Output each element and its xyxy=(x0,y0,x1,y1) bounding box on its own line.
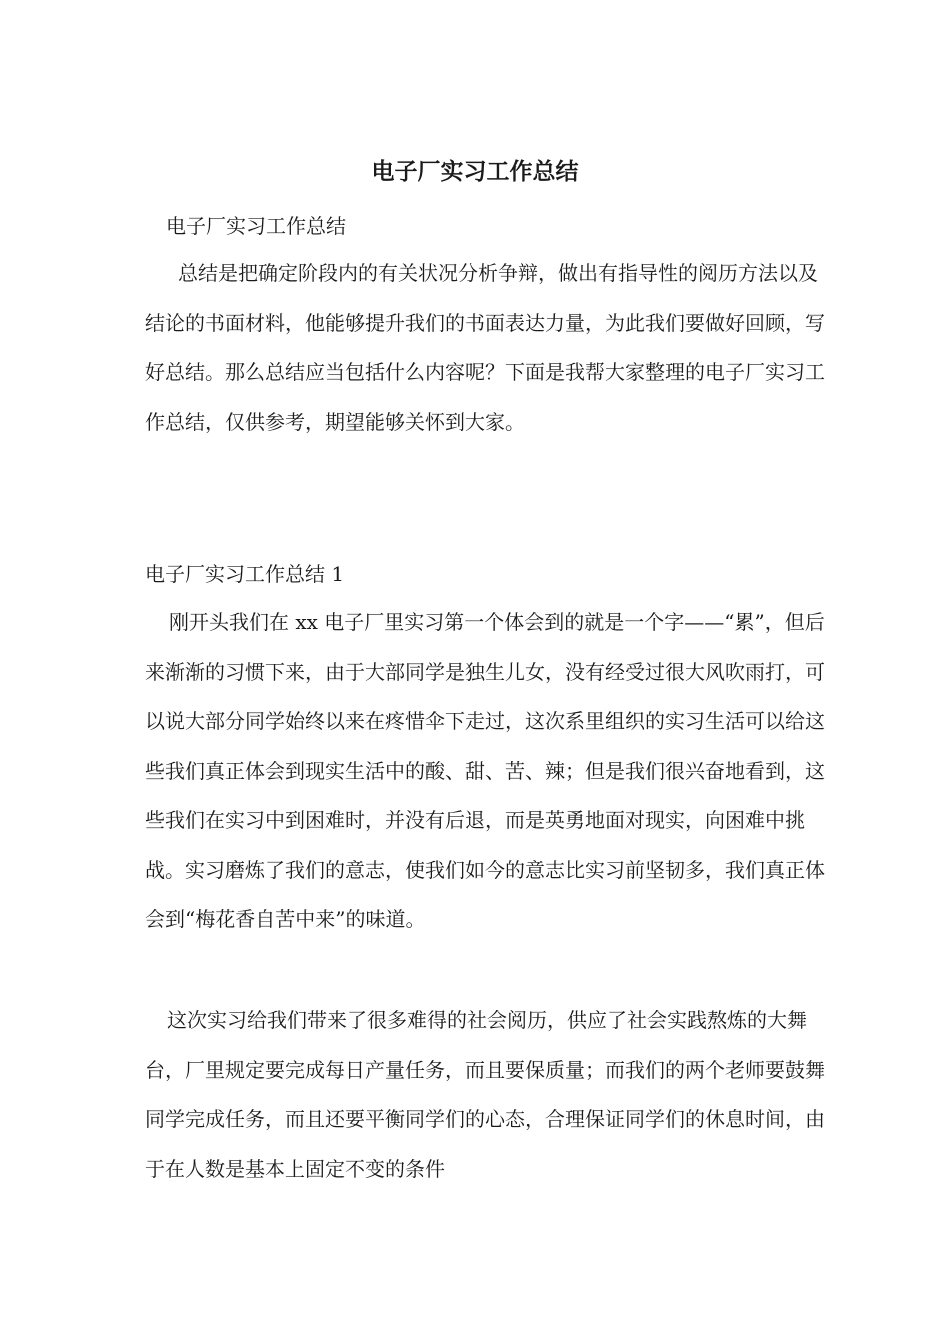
intro-paragraph: 总结是把确定阶段内的有关状况分析争辩，做出有指导性的阅历方法以及结论的书面材料，他能够提升我们的书面表达力量，为此我们要做好回顾，写好总结。那么总结应当包括什么内容呢？下面是我帮大家整理的电子厂实习工作总结，仅供参考，期望能够关怀到大家。 xyxy=(145,261,825,434)
body-paragraph-2: 这次实习给我们带来了很多难得的社会阅历，供应了社会实践熬炼的大舞台，厂里规定要完成每日产量任务，而且要保质量；而我们的两个老师要鼓舞同学完成任务，而且还要平衡同学们的心态，合理保证同学们的休息时间，由于在人数是基本上固定不变的条件 xyxy=(145,1008,825,1181)
document-title: 电子厂实习工作总结 xyxy=(371,158,579,185)
document-subtitle: 电子厂实习工作总结 xyxy=(166,214,346,238)
section-heading: 电子厂实习工作总结 1 xyxy=(145,562,345,586)
body-paragraph-1: 刚开头我们在 xx 电子厂里实习第一个体会到的就是一个字——“累”，但后来渐渐的习惯下来，由于大部同学是独生儿女，没有经受过很大风吹雨打，可以说大部分同学始终以来在疼惜伞下走过，这次系里组织的实习生活可以给这些我们真正体会到现实生活中的酸、甜、苦、辣；但是我们很兴奋地看到，这些我们在实习中到困难时，并没有后退，而是英勇地面对现实，向困难中挑战。实习磨炼了我们的意志，使我们如今的意志比实习前坚韧多，我们真正体会到“梅花香自苦中来”的味道。 xyxy=(145,610,825,931)
